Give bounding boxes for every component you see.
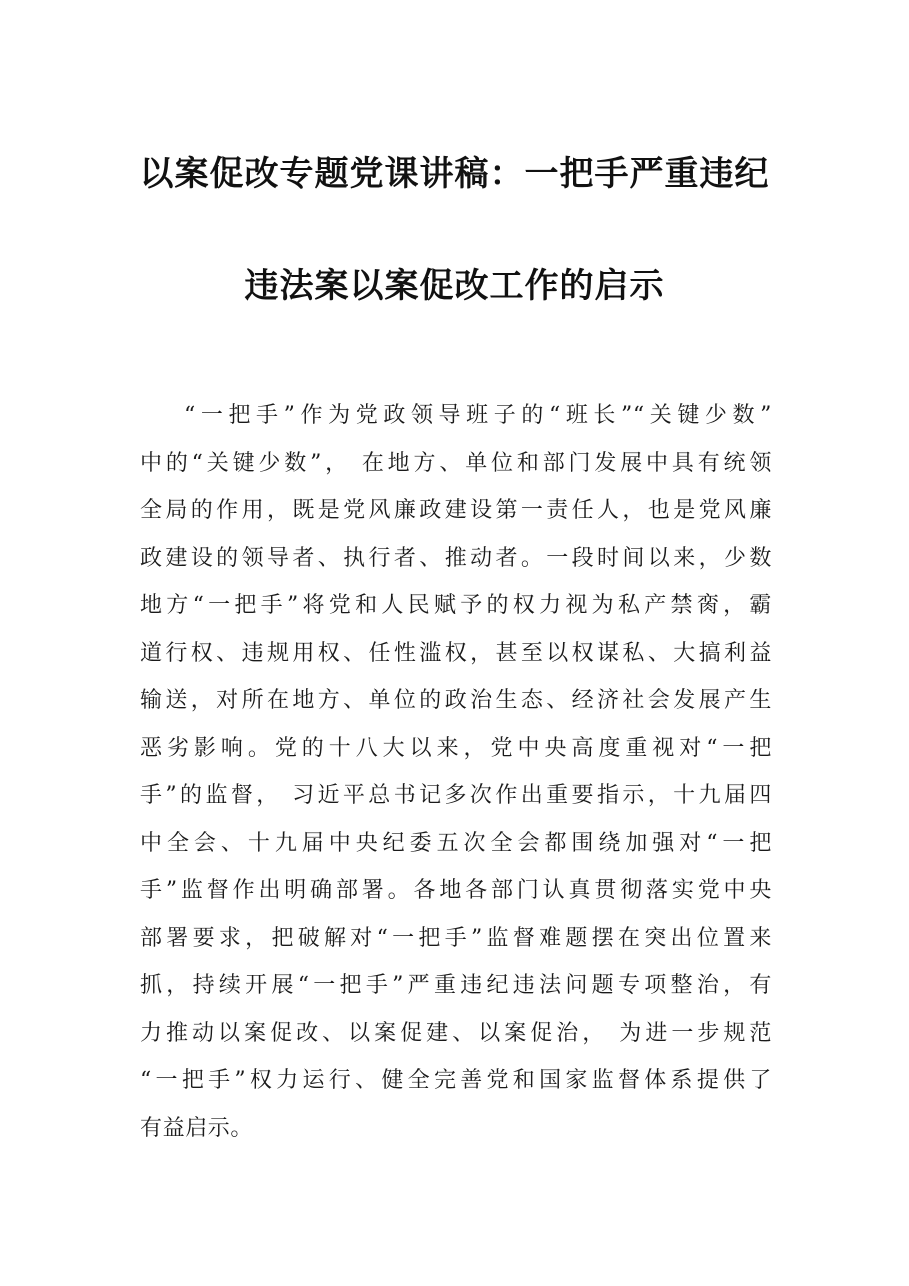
body-line: 全局的作用，既是党风廉政建设第一责任人，也是党风廉 — [140, 498, 772, 523]
body-line: “一把手”权力运行、健全完善党和国家监督体系提供了 — [140, 1068, 772, 1093]
body-line: 道行权、违规用权、任性滥权，甚至以权谋私、大搞利益 — [140, 640, 772, 666]
body-line: 输送，对所在地方、单位的政治生态、经济社会发展产生 — [140, 688, 772, 713]
document-title-line-2: 违法案以案促改工作的启示 — [244, 266, 665, 306]
body-line: 手”的监督， 习近平总书记多次作出重要指示，十九届四 — [140, 783, 772, 808]
body-line: 恶劣影响。党的十八大以来，党中央高度重视对“一把 — [140, 735, 772, 761]
body-line: 地方“一把手”将党和人民赋予的权力视为私产禁脔，霸 — [140, 593, 772, 618]
body-line: 有益启示。 — [140, 1115, 254, 1141]
body-line: “一把手”作为党政领导班子的“班长”“关键少数” — [184, 403, 772, 428]
body-line: 中的“关键少数”， 在地方、单位和部门发展中具有统领 — [140, 450, 772, 476]
document-title-line-1: 以案促改专题党课讲稿：一把手严重违纪 — [139, 154, 770, 194]
body-line: 中全会、十九届中央纪委五次全会都围绕加强对“一把 — [140, 830, 772, 856]
body-line: 手”监督作出明确部署。各地各部门认真贯彻落实党中央 — [140, 878, 772, 903]
document-body — [140, 392, 772, 1152]
body-line: 抓，持续开展“一把手”严重违纪违法问题专项整治，有 — [140, 973, 772, 998]
body-line: 力推动以案促改、以案促建、以案促治， 为进一步规范 — [140, 1020, 772, 1046]
body-line: 部署要求，把破解对“一把手”监督难题摆在突出位置来 — [140, 925, 772, 951]
body-line: 政建设的领导者、执行者、推动者。一段时间以来，少数 — [140, 545, 772, 571]
